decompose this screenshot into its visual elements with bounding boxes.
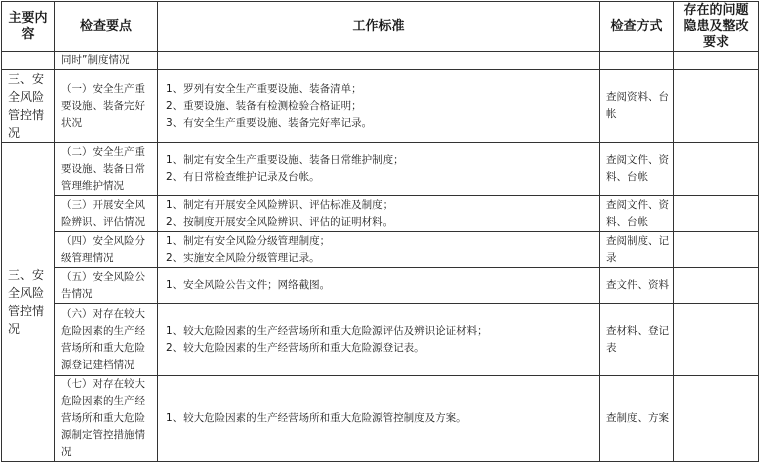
- category-cell-empty: [2, 52, 55, 70]
- check-point-cell: （六）对存在较大危险因素的生产经营场所和重大危险源登记建档情况: [55, 304, 158, 376]
- method-cell: 查阅文件、资料、台帐: [600, 143, 674, 196]
- check-point-cell: （五）安全风险公告情况: [55, 268, 158, 304]
- standard-cell: [158, 196, 600, 232]
- header-check-method: 检查方式: [600, 2, 674, 52]
- table-row: [2, 304, 759, 376]
- method-cell: 查材料、登记表: [600, 304, 674, 376]
- standard-item: 1、制定有安全生产重要设施、装备日常维护制度；: [166, 154, 404, 166]
- standard-item: 2、重要设施、装备有检测检验合格证明；: [166, 99, 362, 112]
- standard-item: 2、较大危险因素的生产经营场所和重大危险源登记表。: [166, 341, 425, 354]
- issues-cell: [674, 376, 759, 462]
- header-work-standard: 工作标准: [158, 2, 600, 52]
- issues-cell: [674, 143, 759, 196]
- standard-item: 2、实施安全风险分级管理记录。: [166, 251, 320, 264]
- issues-cell: [674, 232, 759, 268]
- table-row: [2, 376, 759, 462]
- standard-item: 2、按制度开展安全风险辨识、评估的证明材料。: [166, 215, 394, 228]
- issues-cell: [674, 52, 759, 70]
- header-issues: 存在的问题隐患及整改要求: [674, 2, 759, 52]
- check-point-cell: （四）安全风险分级管理情况: [55, 232, 158, 268]
- standard-cell: [158, 304, 600, 376]
- standard-cell: [158, 268, 600, 304]
- standard-item: 1、安全风险公告文件；网络截图。: [166, 279, 331, 291]
- inspection-table: [1, 1, 759, 462]
- check-point-cell: （七）对存在较大危险因素的生产经营场所和重大危险源制定管控措施情况: [55, 376, 158, 462]
- check-point-cell: （一）安全生产重要设施、装备完好状况: [55, 70, 158, 143]
- issues-cell: [674, 196, 759, 232]
- check-point-cell: （三）开展安全风险辨识、评估情况: [55, 196, 158, 232]
- standard-item: 1、较大危险因素的生产经营场所和重大危险源管控制度及方案。: [166, 412, 467, 424]
- standard-cell: [158, 52, 600, 70]
- standard-item: 3、有安全生产重要设施、装备完好率记录。: [166, 116, 373, 129]
- category-cell: 三、安全风险管控情况: [2, 70, 55, 143]
- standard-cell: [158, 232, 600, 268]
- issues-cell: [674, 304, 759, 376]
- table-row: [2, 268, 759, 304]
- standard-item: 1、制定有开展安全风险辨识、评估标准及制度；: [166, 198, 394, 211]
- standard-item: 1、罗列有安全生产重要设施、装备清单；: [166, 82, 362, 95]
- table-row: [2, 143, 759, 196]
- standard-cell: [158, 143, 600, 196]
- standard-cell: [158, 376, 600, 462]
- table-row: [2, 70, 759, 143]
- method-cell: 查阅文件、资料、台帐: [600, 196, 674, 232]
- method-cell: 查文件、资料: [600, 268, 674, 304]
- standard-cell: [158, 70, 600, 143]
- check-point-cell: 同时”制度情况: [55, 52, 158, 70]
- header-row: [2, 2, 759, 52]
- method-cell: 查制度、方案: [600, 376, 674, 462]
- header-check-point: 检查要点: [55, 2, 158, 52]
- check-point-cell: （二）安全生产重要设施、装备日常管理维护情况: [55, 143, 158, 196]
- category-cell: 三、安全风险管控情况: [2, 143, 55, 462]
- table-row: [2, 196, 759, 232]
- method-cell: 查阅制度、记录: [600, 232, 674, 268]
- standard-item: 1、较大危险因素的生产经营场所和重大危险源评估及辨识论证材料；: [166, 324, 488, 337]
- table-row: [2, 232, 759, 268]
- issues-cell: [674, 268, 759, 304]
- method-cell: [600, 52, 674, 70]
- issues-cell: [674, 70, 759, 143]
- table-row-continuation: [2, 52, 759, 70]
- standard-item: 2、有日常检查维护记录及台帐。: [166, 171, 320, 183]
- header-main-content: 主要内容: [2, 2, 55, 52]
- method-cell: 查阅资料、台帐: [600, 70, 674, 143]
- standard-item: 1、制定有安全风险分级管理制度；: [166, 234, 331, 247]
